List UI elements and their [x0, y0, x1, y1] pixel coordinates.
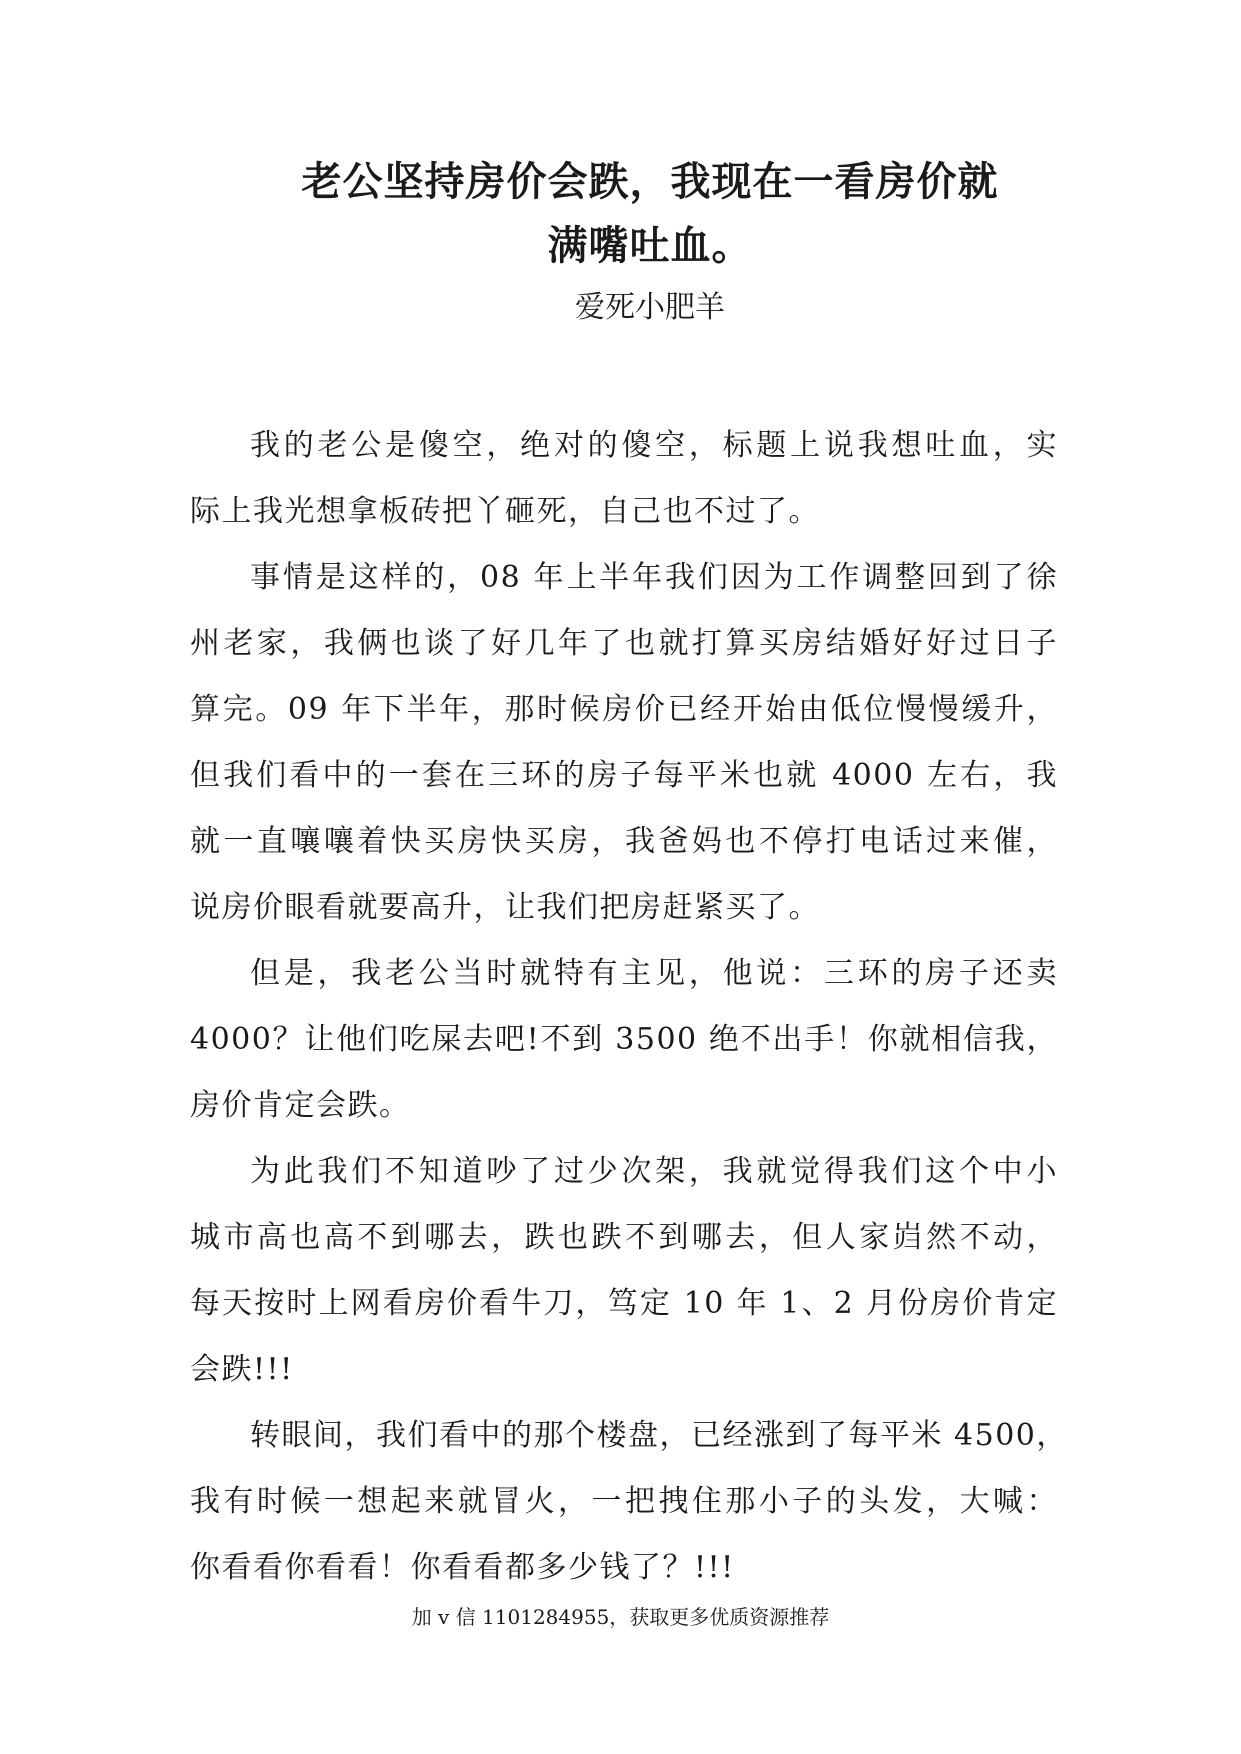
- author-name: 爱死小肥羊: [575, 290, 725, 325]
- document-title: [200, 150, 1100, 278]
- paragraph-line: 州老家，我俩也谈了好几年了也就打算买房结婚好好过日子: [190, 626, 1058, 661]
- footer-note: 加 v 信 1101284955，获取更多优质资源推荐: [411, 1605, 830, 1629]
- paragraph-line: 为此我们不知道吵了过少次架，我就觉得我们这个中小: [250, 1154, 1058, 1189]
- paragraph-line: 你看看你看看！你看看都多少钱了？!!!: [190, 1550, 735, 1585]
- paragraph: [190, 413, 1058, 545]
- paragraph-line: 算完。09 年下半年，那时候房价已经开始由低位慢慢缓升，: [190, 692, 1058, 727]
- article-body: [190, 413, 1068, 1601]
- paragraph-line: 际上我光想拿板砖把丫砸死，自己也不过了。: [190, 494, 820, 529]
- paragraph-line: 事情是这样的，08 年上半年我们因为工作调整回到了徐: [250, 560, 1058, 595]
- paragraph-line: 我有时候一想起来就冒火，一把拽住那小子的头发，大喊：: [190, 1484, 1058, 1519]
- paragraph-line: 我的老公是傻空，绝对的傻空，标题上说我想吐血，实: [250, 428, 1058, 463]
- paragraph-line: 房价肯定会跌。: [190, 1088, 411, 1123]
- paragraph-line: 转眼间，我们看中的那个楼盘，已经涨到了每平米 4500，: [250, 1418, 1068, 1453]
- paragraph: [190, 941, 1058, 1139]
- paragraph-line: 就一直嚷嚷着快买房快买房，我爸妈也不停打电话过来催，: [190, 824, 1058, 859]
- title-line-2: 满嘴吐血。: [547, 223, 753, 269]
- paragraph-line: 但我们看中的一套在三环的房子每平米也就 4000 左右，我: [190, 758, 1058, 793]
- paragraph-line: 会跌!!!: [190, 1352, 294, 1387]
- paragraph: [190, 545, 1058, 941]
- paragraph-line: 说房价眼看就要高升，让我们把房赶紧买了。: [190, 890, 820, 925]
- title-line-1: 老公坚持房价会跌，我现在一看房价就: [301, 159, 999, 205]
- paragraph: [190, 1139, 1058, 1403]
- paragraph-line: 4000？让他们吃屎去吧!不到 3500 绝不出手！你就相信我，: [190, 1022, 1058, 1057]
- paragraph-line: 但是，我老公当时就特有主见，他说：三环的房子还卖: [250, 956, 1058, 991]
- paragraph-line: 城市高也高不到哪去，跌也跌不到哪去，但人家岿然不动，: [190, 1220, 1058, 1255]
- paragraph: [190, 1403, 1068, 1601]
- paragraph-line: 每天按时上网看房价看牛刀，笃定 10 年 1、2 月份房价肯定: [190, 1286, 1058, 1321]
